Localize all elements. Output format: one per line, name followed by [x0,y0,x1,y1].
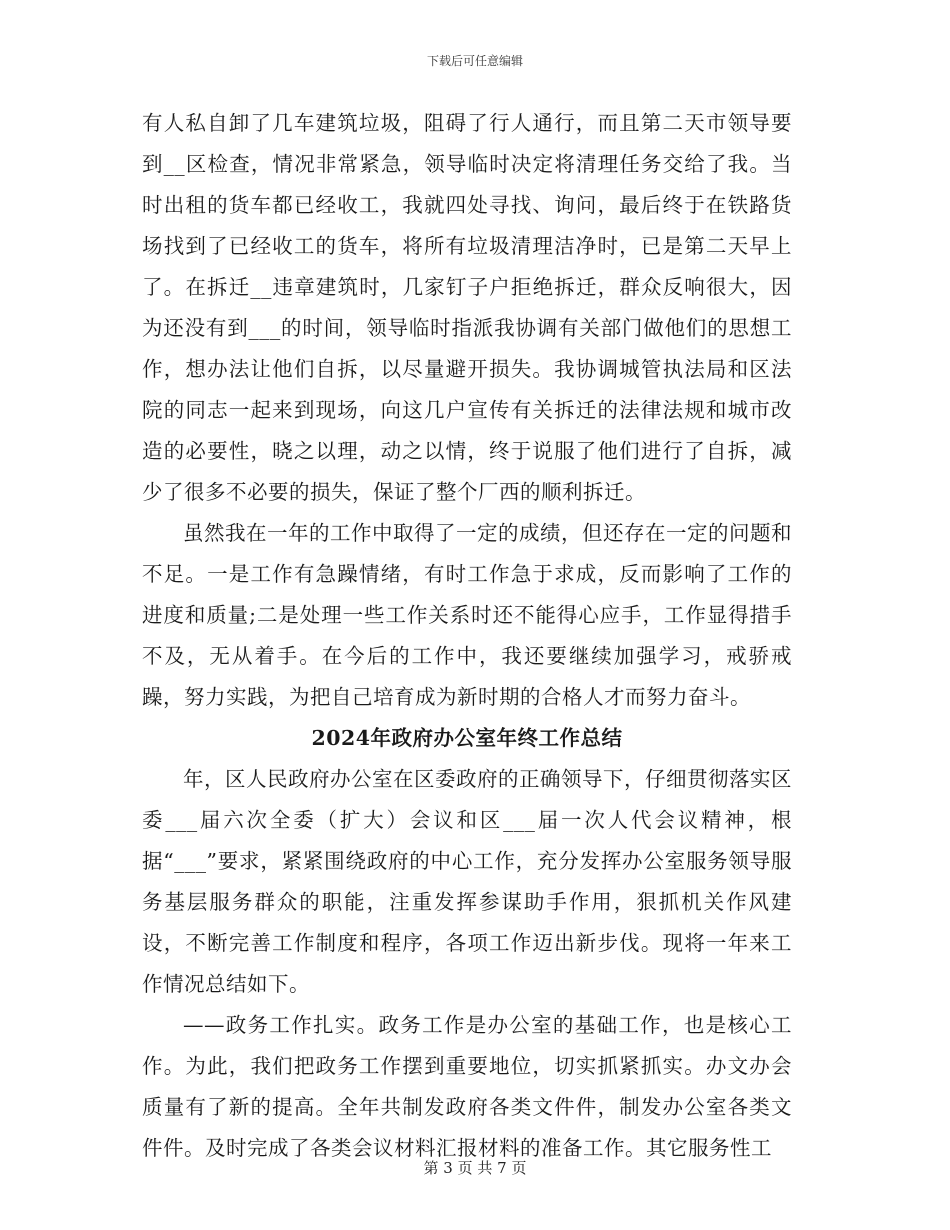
paragraph-government-affairs: ——政务工作扎实。政务工作是办公室的基础工作，也是核心工作。为此，我们把政务工作摆到重要地位，切实抓紧抓实。办文办会质量有了新的提高。全年共制发政府各类文件件，制发办公室各类文件件。及时完成了各类会议材料汇报材料的准备工作。其它服务性工 [142,1013,792,1160]
section-title: 2024年政府办公室年终工作总结 [311,726,623,750]
document-body [142,103,792,1169]
paragraph-intro: 年，区人民政府办公室在区委政府的正确领导下，仔细贯彻落实区委___届六次全委（扩大）会议和区___届一次人代会议精神，根据“___”要求，紧紧围绕政府的中心工作，充分发挥办公室服务领导服务基层服务群众的职能，注重发挥参谋助手作用，狠抓机关作风建设，不断完善工作制度和程序，各项工作迈出新步伐。现将一年来工作情况总结如下。 [142,767,792,996]
page-footer: 第 3 页 共 7 页 [423,1159,527,1177]
paragraph-continued: 有人私自卸了几车建筑垃圾，阻碍了行人通行，而且第二天市领导要到__区检查，情况非常紧急，领导临时决定将清理任务交给了我。当时出租的货车都已经收工，我就四处寻找、询问，最后终于在铁路货场找到了已经收工的货车，将所有垃圾清理洁净时，已是第二天早上了。在拆迁__违章建筑时，几家钉子户拒绝拆迁，群众反响很大，因为还没有到___的时间，领导临时指派我协调有关部门做他们的思想工作，想办法让他们自拆，以尽量避开损失。我协调城管执法局和区法院的同志一起来到现场，向这几户宣传有关拆迁的法律法规和城市改造的必要性，晓之以理，动之以情，终于说服了他们进行了自拆，减少了很多不必要的损失，保证了整个厂西的顺利拆迁。 [142,111,792,504]
paragraph-shortcomings: 虽然我在一年的工作中取得了一定的成绩，但还存在一定的问题和不足。一是工作有急躁情绪，有时工作急于求成，反而影响了工作的进度和质量;二是处理一些工作关系时还不能得心应手，工作显得措手不及，无从着手。在今后的工作中，我还要继续加强学习，戒骄戒躁，努力实践，为把自己培育成为新时期的合格人才而努力奋斗。 [142,521,792,709]
page-header: 下载后可任意编辑 [426,54,523,68]
